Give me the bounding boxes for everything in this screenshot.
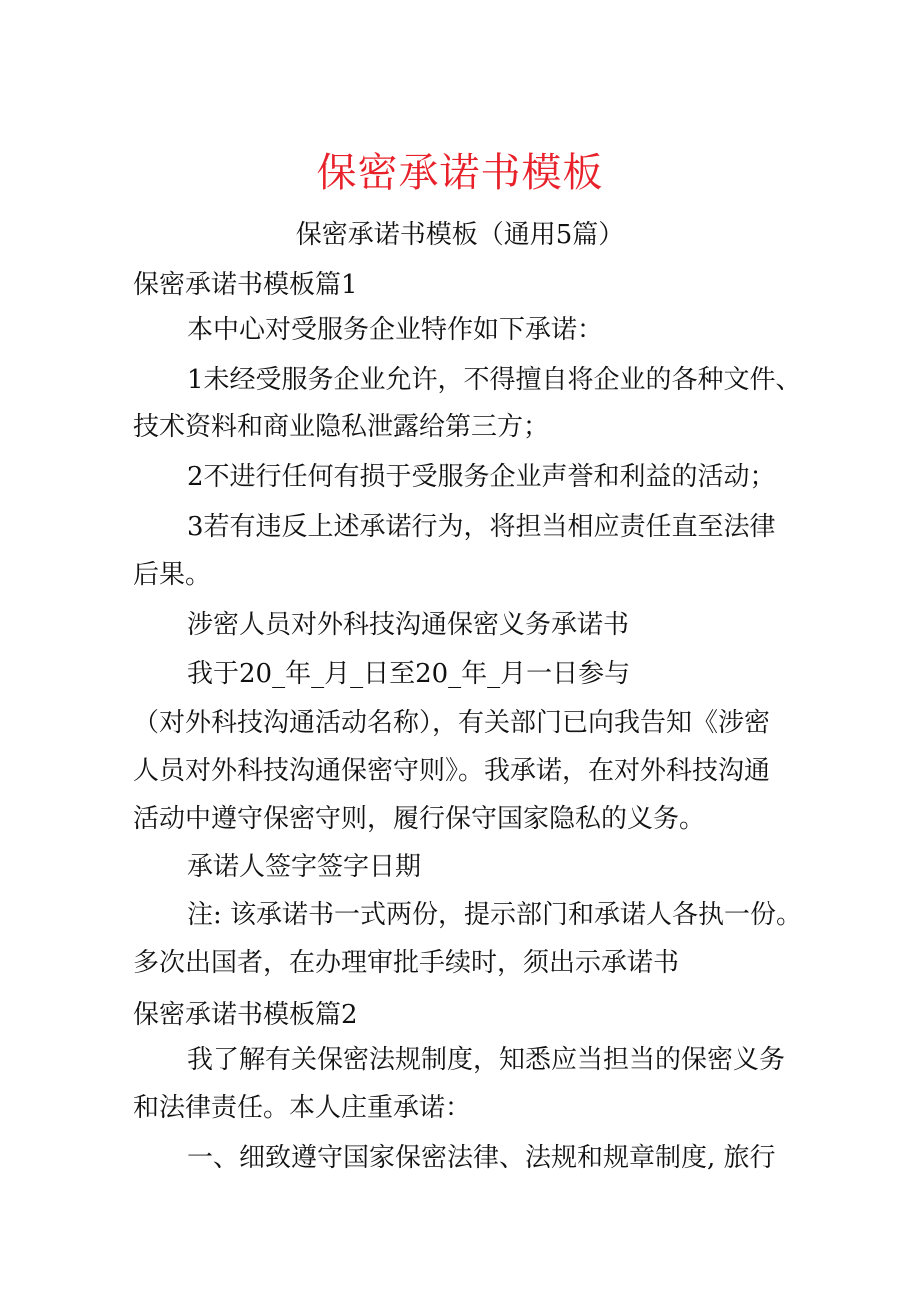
paragraph-line: 和法律责任。本人庄重承诺： [133, 1093, 472, 1123]
paragraph-line: 一、细致遵守国家保密法律、法规和规章制度, 旅行 [187, 1143, 776, 1173]
paragraph-line: 多次出国者，在办理审批手续时，须出示承诺书 [133, 948, 680, 978]
paragraph-line: 人员对外科技沟通保密守则》。我承诺，在对外科技沟通 [133, 756, 771, 786]
paragraph-line: （对外科技沟通活动名称），有关部门已向我告知《涉密 [133, 708, 771, 738]
section-heading: 保密承诺书模板篇2 [133, 1000, 358, 1030]
paragraph-line: 后果。 [133, 560, 212, 590]
paragraph-line: 1未经受服务企业允许，不得擅自将企业的各种文件、 [187, 365, 802, 395]
paragraph-line: 涉密人员对外科技沟通保密义务承诺书 [187, 610, 630, 640]
section-heading: 保密承诺书模板篇1 [133, 270, 358, 300]
paragraph-line: 活动中遵守保密守则，履行保守国家隐私的义务。 [133, 804, 706, 834]
document-title: 保密承诺书模板 [316, 150, 604, 196]
paragraph-line: 我了解有关保密法规制度，知悉应当担当的保密义务 [187, 1045, 786, 1075]
paragraph-line: 注: 该承诺书一式两份，提示部门和承诺人各执一份。 [187, 900, 803, 930]
paragraph-line: 承诺人签字签字日期 [187, 852, 422, 882]
paragraph-line: 技术资料和商业隐私泄露给第三方； [133, 412, 550, 442]
paragraph-line: 我于20_年_月_日至20_年_月一日参与 [187, 659, 631, 689]
paragraph-line: 3若有违反上述承诺行为，将担当相应责任直至法律 [187, 512, 776, 542]
document-subtitle: 保密承诺书模板（通用5篇） [295, 220, 625, 250]
paragraph-line: 本中心对受服务企业特作如下承诺： [187, 315, 604, 345]
paragraph-line: 2不进行任何有损于受服务企业声誉和利益的活动； [187, 462, 776, 492]
